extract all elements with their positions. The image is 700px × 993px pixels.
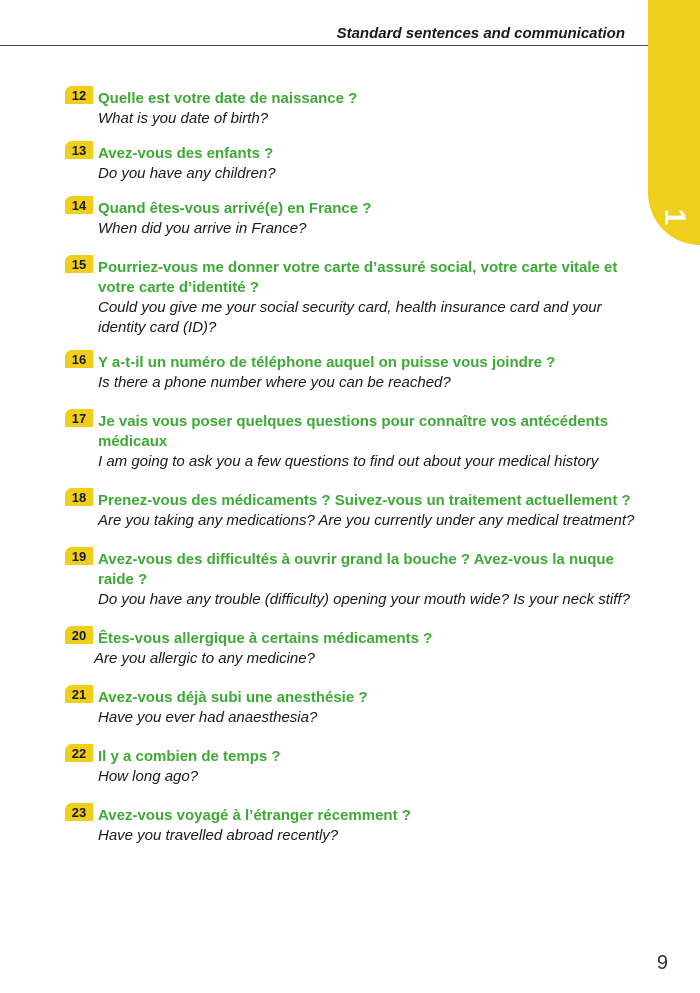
french-question: Il y a combien de temps ? bbox=[98, 748, 281, 765]
question-item bbox=[65, 350, 645, 393]
english-translation: I am going to ask you a few questions to find out about your medical history bbox=[98, 453, 599, 470]
question-list bbox=[65, 86, 645, 862]
question-number-badge: 15 bbox=[65, 255, 93, 273]
english-translation: Have you travelled abroad recently? bbox=[98, 827, 339, 844]
english-translation: Are you allergic to any medicine? bbox=[94, 650, 315, 667]
english-translation: Are you taking any medications? Are you currently under any medical treatment? bbox=[98, 512, 635, 529]
question-item bbox=[65, 255, 645, 338]
french-question: Avez-vous des enfants ? bbox=[98, 145, 274, 162]
question-number-badge: 14 bbox=[65, 196, 93, 214]
question-number-badge: 23 bbox=[65, 803, 93, 821]
page-number: 9 bbox=[656, 952, 668, 974]
english-translation: Is there a phone number where you can be reached? bbox=[98, 374, 451, 391]
question-item bbox=[65, 86, 645, 129]
english-translation: What is you date of birth? bbox=[98, 110, 269, 127]
french-question: Quand êtes-vous arrivé(e) en France ? bbox=[98, 200, 372, 217]
question-number-badge: 13 bbox=[65, 141, 93, 159]
header-divider bbox=[0, 45, 648, 46]
english-translation: Do you have any children? bbox=[98, 165, 276, 182]
french-question: Prenez-vous des médicaments ? Suivez-vous un traitement actuellement ? bbox=[98, 492, 631, 509]
question-number-badge: 12 bbox=[65, 86, 93, 104]
question-item bbox=[65, 626, 645, 669]
french-question: Pourriez-vous me donner votre carte d’assuré social, votre carte vitale et votre carte d’identité ? bbox=[98, 259, 618, 296]
chapter-tab bbox=[648, 0, 700, 245]
french-question: Êtes-vous allergique à certains médicaments ? bbox=[98, 630, 433, 647]
question-number-badge: 19 bbox=[65, 547, 93, 565]
question-number-badge: 18 bbox=[65, 488, 93, 506]
page-header-title: Standard sentences and communication bbox=[336, 25, 625, 42]
question-item bbox=[65, 196, 645, 239]
french-question: Y a-t-il un numéro de téléphone auquel on puisse vous joindre ? bbox=[98, 354, 556, 371]
question-item bbox=[65, 488, 645, 531]
question-item bbox=[65, 141, 645, 184]
question-number-badge: 17 bbox=[65, 409, 93, 427]
question-item bbox=[65, 803, 645, 846]
english-translation: Could you give me your social security card, health insurance card and your identity card (ID)? bbox=[98, 299, 602, 336]
french-question: Quelle est votre date de naissance ? bbox=[98, 90, 358, 107]
question-number-badge: 20 bbox=[65, 626, 93, 644]
question-item bbox=[65, 744, 645, 787]
question-item bbox=[65, 409, 645, 472]
question-number-badge: 16 bbox=[65, 350, 93, 368]
question-item bbox=[65, 685, 645, 728]
french-question: Avez-vous voyagé à l’étranger récemment ? bbox=[98, 807, 411, 824]
chapter-number: 1 bbox=[658, 208, 691, 226]
english-translation: Have you ever had anaesthesia? bbox=[98, 709, 318, 726]
french-question: Avez-vous déjà subi une anesthésie ? bbox=[98, 689, 368, 706]
question-number-badge: 21 bbox=[65, 685, 93, 703]
french-question: Avez-vous des difficultés à ouvrir grand la bouche ? Avez-vous la nuque raide ? bbox=[98, 551, 614, 588]
english-translation: Do you have any trouble (difficulty) opening your mouth wide? Is your neck stiff? bbox=[98, 591, 630, 608]
question-number-badge: 22 bbox=[65, 744, 93, 762]
question-item bbox=[65, 547, 645, 610]
english-translation: How long ago? bbox=[98, 768, 199, 785]
french-question: Je vais vous poser quelques questions pour connaître vos antécédents médicaux bbox=[98, 413, 609, 450]
english-translation: When did you arrive in France? bbox=[98, 220, 307, 237]
